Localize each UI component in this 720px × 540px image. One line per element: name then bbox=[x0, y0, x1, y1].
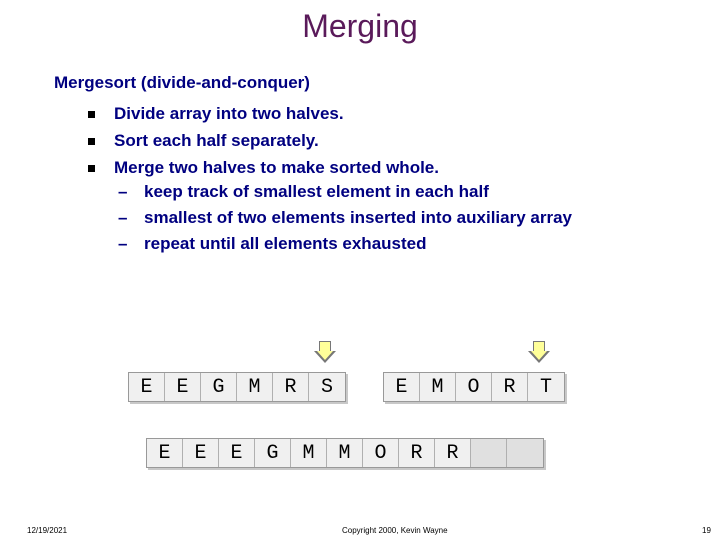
slide-title: Merging bbox=[302, 8, 418, 44]
array-cell: G bbox=[255, 439, 291, 467]
bullet-item: Sort each half separately. bbox=[84, 130, 572, 152]
bullet-item: Divide array into two halves. bbox=[84, 103, 572, 125]
square-bullet-icon bbox=[88, 138, 95, 145]
array-cell: R bbox=[435, 439, 471, 467]
dash-bullet-icon: – bbox=[118, 234, 128, 253]
sub-bullet-item: – keep track of smallest element in each half bbox=[144, 179, 572, 205]
sub-bullet-item: – smallest of two elements inserted into auxiliary array bbox=[144, 205, 572, 231]
dash-bullet-icon: – bbox=[118, 208, 128, 227]
sub-bullet-item: – repeat until all elements exhausted bbox=[144, 231, 572, 257]
array-cell: M bbox=[327, 439, 363, 467]
array-cell: E bbox=[219, 439, 255, 467]
bullet-list bbox=[84, 103, 572, 262]
array-cell: T bbox=[528, 373, 564, 401]
array-cell: E bbox=[384, 373, 420, 401]
array-cell: S bbox=[309, 373, 345, 401]
empty-array-cell bbox=[471, 439, 507, 467]
array-cell: R bbox=[492, 373, 528, 401]
array-cell: M bbox=[237, 373, 273, 401]
square-bullet-icon bbox=[88, 165, 95, 172]
bullet-item: Merge two halves to make sorted whole. – keep track of smallest element in each half – smallest of two elements inserted into auxiliary array – repeat until all elements exhausted bbox=[84, 157, 572, 257]
right-half-array bbox=[383, 372, 565, 402]
array-cell: O bbox=[363, 439, 399, 467]
array-cell: R bbox=[273, 373, 309, 401]
left-half-array bbox=[128, 372, 346, 402]
empty-array-cell bbox=[507, 439, 543, 467]
array-cell: E bbox=[165, 373, 201, 401]
array-cell: M bbox=[291, 439, 327, 467]
square-bullet-icon bbox=[88, 111, 95, 118]
array-cell: M bbox=[420, 373, 456, 401]
footer-copyright: Copyright 2000, Kevin Wayne bbox=[342, 526, 448, 535]
array-cell: E bbox=[129, 373, 165, 401]
array-cell: E bbox=[183, 439, 219, 467]
subtitle: Mergesort (divide-and-conquer) bbox=[54, 73, 310, 92]
array-cell: G bbox=[201, 373, 237, 401]
array-cell: O bbox=[456, 373, 492, 401]
sub-bullet-list bbox=[114, 179, 572, 257]
footer-date: 12/19/2021 bbox=[27, 526, 68, 535]
array-cell: E bbox=[147, 439, 183, 467]
auxiliary-array bbox=[146, 438, 544, 468]
dash-bullet-icon: – bbox=[118, 182, 128, 201]
page-number: 19 bbox=[702, 526, 711, 535]
array-cell: R bbox=[399, 439, 435, 467]
